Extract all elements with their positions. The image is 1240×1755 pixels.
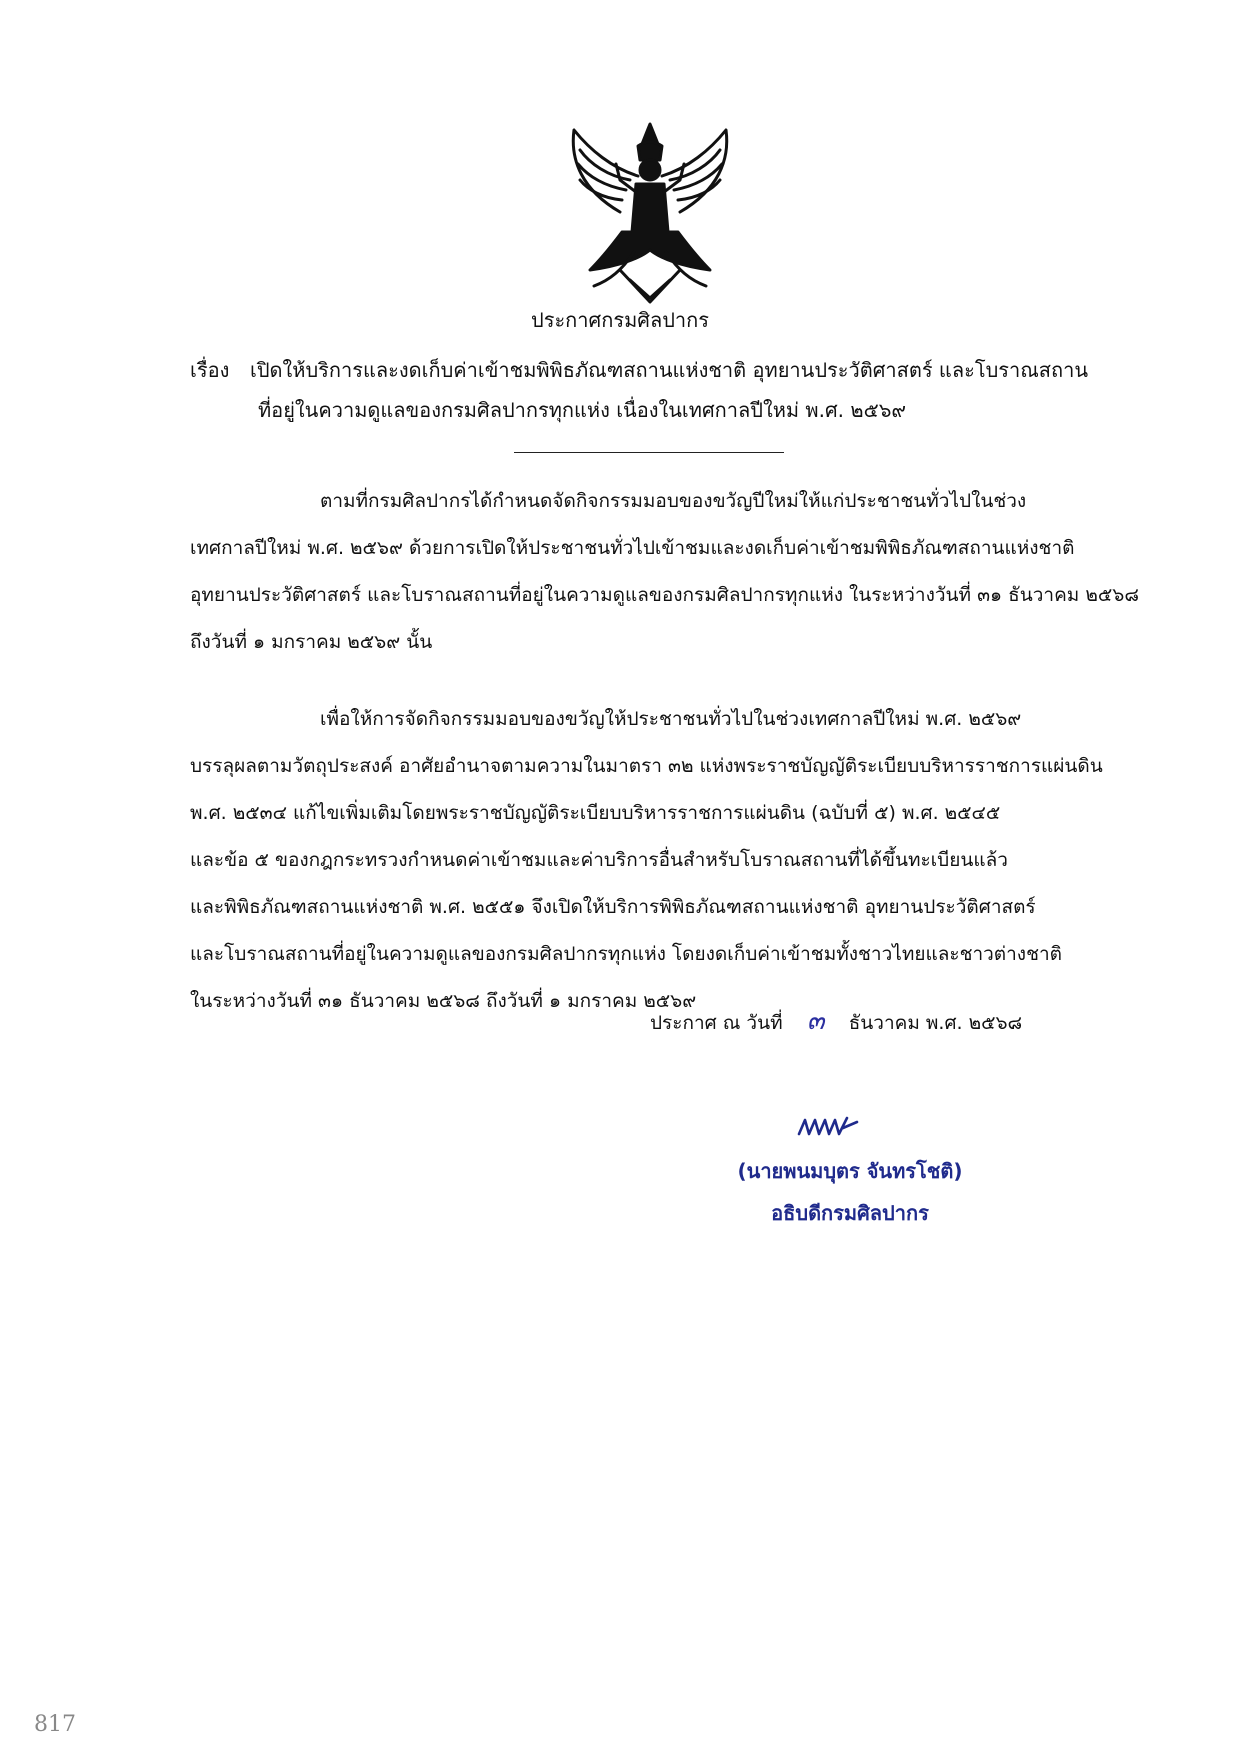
subject-block [190,350,1150,430]
date-prefix: ประกาศ ณ วันที่ [650,1012,783,1034]
paragraph-line: และโบราณสถานที่อยู่ในความดูแลของกรมศิลปากรทุกแห่ง โดยงดเก็บค่าเข้าชมทั้งชาวไทยและชาวต่างชาติ [190,943,1062,965]
paragraph-line: ตามที่กรมศิลปากรได้กำหนดจัดกิจกรรมมอบของขวัญปีใหม่ให้แก่ประชาชนทั่วไปในช่วง [320,490,1027,512]
subject-line-2: ที่อยู่ในความดูแลของกรมศิลปากรทุกแห่ง เนื่องในเทศกาลปีใหม่ พ.ศ. ๒๕๖๙ [258,398,907,422]
signature-block [720,1150,980,1234]
signer-name: (นายพนมบุตร จันทรโชติ) [737,1159,963,1183]
paragraph-line: อุทยานประวัติศาสตร์ และโบราณสถานที่อยู่ในความดูแลของกรมศิลปากรทุกแห่ง ในระหว่างวันที่ ๓๑ ธันวาคม ๒๕๖๘ [190,584,1139,606]
garuda-emblem-icon [560,120,740,305]
paragraph-line: เทศกาลปีใหม่ พ.ศ. ๒๕๖๙ ด้วยการเปิดให้ประชาชนทั่วไปเข้าชมและงดเก็บค่าเข้าชมพิพิธภัณฑสถานแห่งชาติ [190,537,1075,559]
date-suffix: ธันวาคม พ.ศ. ๒๕๖๘ [848,1012,1023,1034]
paragraph-line: และพิพิธภัณฑสถานแห่งชาติ พ.ศ. ๒๕๕๑ จึงเปิดให้บริการพิพิธภัณฑสถานแห่งชาติ อุทยานประวัติศาสตร์ [190,896,1036,918]
page-number-note: 817 [34,1712,76,1737]
subject-line-1: เปิดให้บริการและงดเก็บค่าเข้าชมพิพิธภัณฑสถานแห่งชาติ อุทยานประวัติศาสตร์ และโบราณสถาน [250,358,1089,382]
document-title: ประกาศกรมศิลปากร [531,308,709,332]
announcement-date [650,1000,1022,1041]
paragraph-line: พ.ศ. ๒๕๓๔ แก้ไขเพิ่มเติมโดยพระราชบัญญัติระเบียบบริหารราชการแผ่นดิน (ฉบับที่ ๕) พ.ศ. ๒๕๔๕ [190,802,1001,824]
date-day: ๓ [806,1006,825,1036]
paragraph-line: บรรลุผลตามวัตถุประสงค์ อาศัยอำนาจตามความในมาตรา ๓๒ แห่งพระราชบัญญัติระเบียบบริหารราชการแผ่นดิน [190,755,1103,777]
paragraph-line: ถึงวันที่ ๑ มกราคม ๒๕๖๙ นั้น [190,631,433,653]
paragraph-2 [190,696,1130,1025]
signer-position: อธิบดีกรมศิลปากร [771,1201,929,1225]
paragraph-1 [190,478,1139,666]
paragraph-line: และข้อ ๕ ของกฎกระทรวงกำหนดค่าเข้าชมและค่าบริการอื่นสำหรับโบราณสถานที่ได้ขึ้นทะเบียนแล้ว [190,849,1008,871]
handwritten-signature-icon [795,1112,865,1142]
paragraph-line: ในระหว่างวันที่ ๓๑ ธันวาคม ๒๕๖๘ ถึงวันที่ ๑ มกราคม ๒๕๖๙ [190,990,697,1012]
subject-label: เรื่อง [190,358,230,382]
divider-line [514,452,784,453]
paragraph-line: เพื่อให้การจัดกิจกรรมมอบของขวัญให้ประชาชนทั่วไปในช่วงเทศกาลปีใหม่ พ.ศ. ๒๕๖๙ [320,708,1022,730]
